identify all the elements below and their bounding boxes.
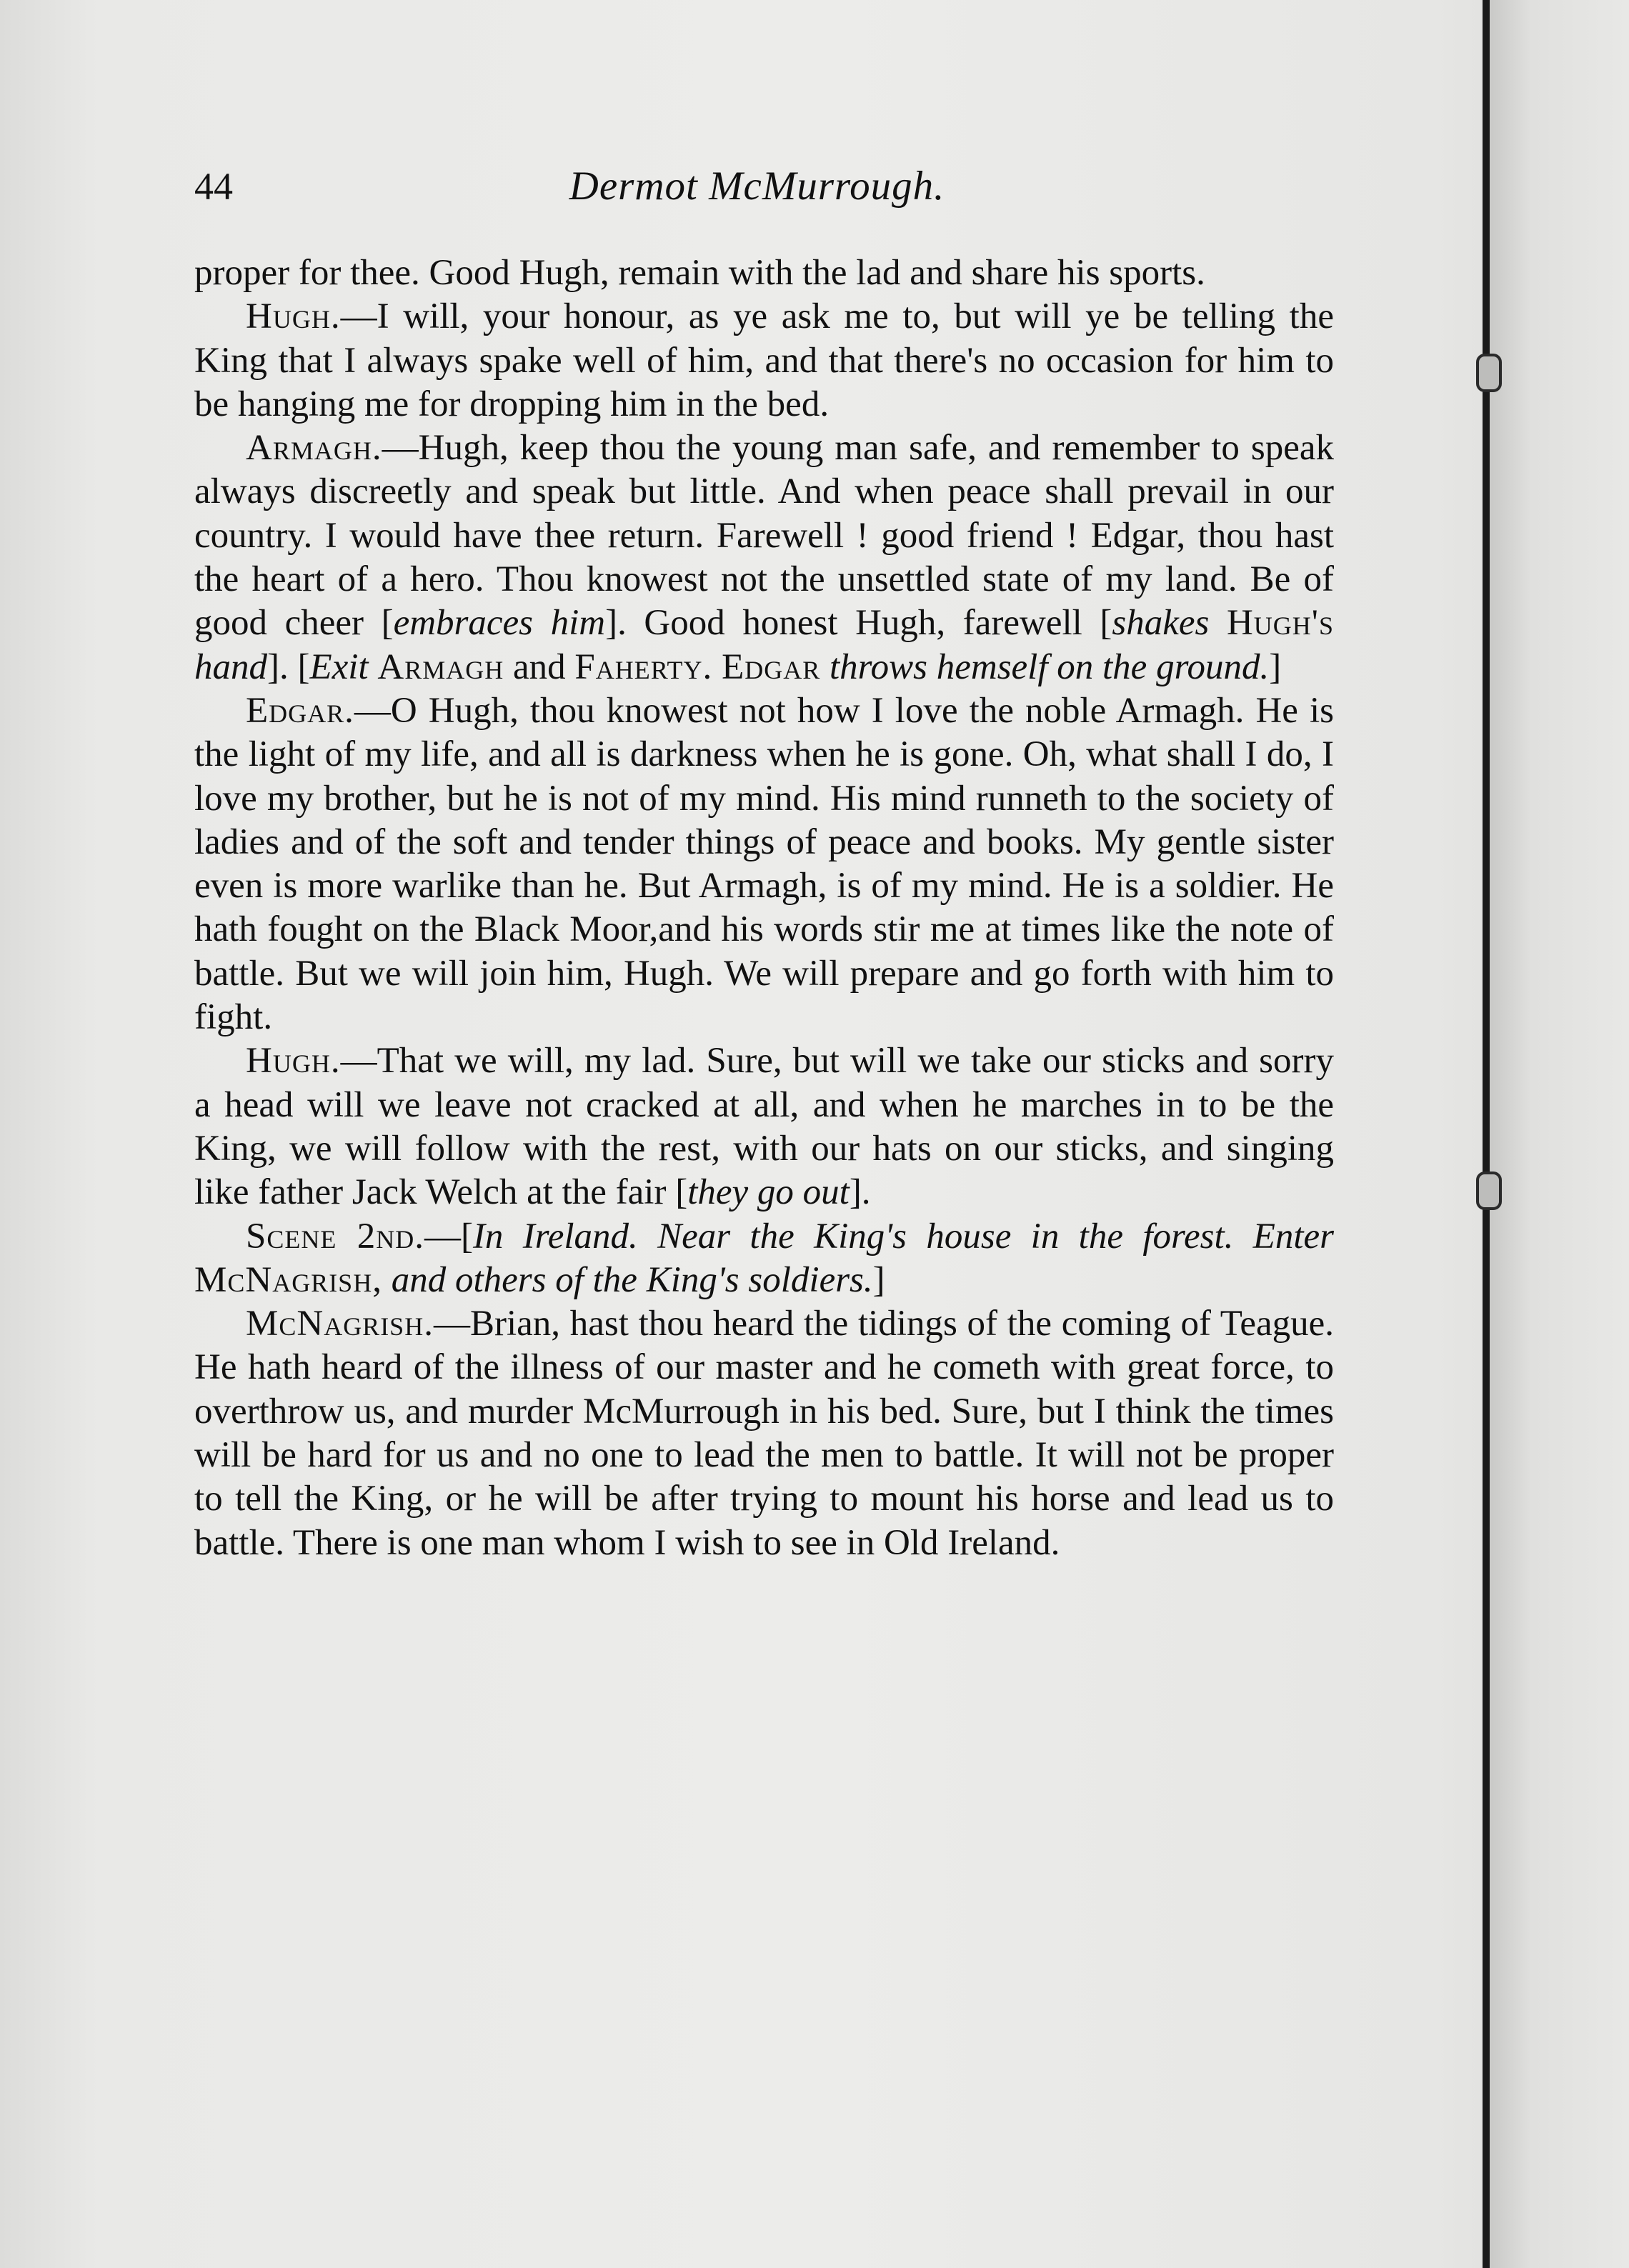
- paragraph-continuation: [194, 251, 1334, 295]
- character-name: Faherty.: [574, 646, 713, 687]
- binding-edge: [1483, 0, 1490, 2268]
- speech-text: ]. Good honest Hugh, farewell [: [605, 603, 1112, 644]
- speech-hugh-1: [194, 295, 1334, 426]
- page-text: [194, 164, 1334, 1565]
- speech-text: —Brian, hast thou heard the tidings of the coming of Teague. He hath heard of the illness of our master and he cometh with great force, to overthrow us, and murder McMurrough in his bed. Sure, but I think the times will be hard for us and no one to lead the men to battle. It will not be proper to tell the King, or he will be after trying to mount his horse and lead us to battle. There is one man whom I wish to see in Old Ireland.: [194, 1304, 1334, 1563]
- speech-text: ]. [: [267, 646, 310, 687]
- speech-text: —That we will, my lad. Sure, but will we take our sticks and sorry a head will we leave not cracked at all, and when he marches in to be the King, we will follow with the rest, with our hats on our sticks, and singing like father Jack Welch at the fair [: [194, 1041, 1334, 1213]
- speech-hugh-2: [194, 1039, 1334, 1214]
- speech-text: —I will, your honour, as ye ask me to, but will ye be telling the King that I always spake well of him, and that there's no occasion for him to be hanging me for dropping him in the bed.: [194, 296, 1334, 424]
- speech-text: ]: [872, 1259, 885, 1300]
- page-header: [194, 164, 1334, 221]
- character-name: McNagrish,: [194, 1259, 382, 1300]
- character-name: Hugh's: [1226, 603, 1334, 644]
- page-number: 44: [194, 165, 233, 208]
- binding-stitch-icon: [1476, 354, 1502, 392]
- speech-text: ].: [849, 1172, 871, 1213]
- speaker-name: McNagrish.: [246, 1304, 434, 1344]
- stage-direction: embraces him: [393, 603, 606, 644]
- stage-direction: shakes: [1112, 603, 1210, 644]
- character-name: Edgar: [722, 646, 821, 687]
- stage-direction: Exit: [309, 646, 369, 687]
- speaker-name: Armagh.: [246, 428, 382, 469]
- stage-direction: In Ireland. Near the King's house in the forest. Enter: [472, 1216, 1335, 1257]
- speech-text: ]: [1269, 646, 1282, 687]
- speech-text: —[: [424, 1216, 473, 1257]
- speaker-name: Edgar.: [246, 690, 354, 731]
- speech-text: —Hugh, keep thou the young man safe, and remember to speak always discreetly and speak but little. And when peace shall prevail in our country. I would have thee return. Farewell ! good friend ! Edgar, thou hast the heart of a hero. Thou knowest not the unsettled state of my land. Be of good cheer [: [194, 428, 1334, 644]
- speech-armagh: [194, 426, 1334, 689]
- speech-mcnagrish: [194, 1302, 1334, 1565]
- speech-edgar: [194, 689, 1334, 1039]
- binding-margin: [1490, 0, 1629, 2268]
- stage-direction-text: and: [512, 646, 566, 687]
- character-name: Armagh: [377, 646, 504, 687]
- paragraph-text: proper for thee. Good Hugh, remain with the lad and share his sports.: [194, 253, 1205, 293]
- binding-stitch-icon: [1476, 1172, 1502, 1210]
- speech-text: —O Hugh, thou knowest not how I love the noble Armagh. He is the light of my life, and all is darkness when he is gone. Oh, what shall I do, I love my brother, but he is not of my mind. His mind runneth to the society of ladies and of the soft and tender things of peace and books. My gentle sister even is more warlike than he. But Armagh, is of my mind. He is a soldier. He hath fought on the Black Moor,and his words stir me at times like the note of battle. But we will join him, Hugh. We will prepare and go forth with him to fight.: [194, 690, 1334, 1038]
- stage-direction: hand: [194, 646, 267, 687]
- scene-heading: [194, 1215, 1334, 1303]
- scene-label: Scene 2nd.: [246, 1216, 424, 1257]
- stage-direction: and others of the King's soldiers.: [391, 1259, 873, 1300]
- speaker-name: Hugh.: [246, 1041, 341, 1081]
- stage-direction: throws hemself on the ground.: [829, 646, 1270, 687]
- speaker-name: Hugh.: [246, 296, 341, 337]
- running-title: Dermot McMurrough.: [569, 164, 945, 209]
- stage-direction: they go out: [687, 1172, 850, 1213]
